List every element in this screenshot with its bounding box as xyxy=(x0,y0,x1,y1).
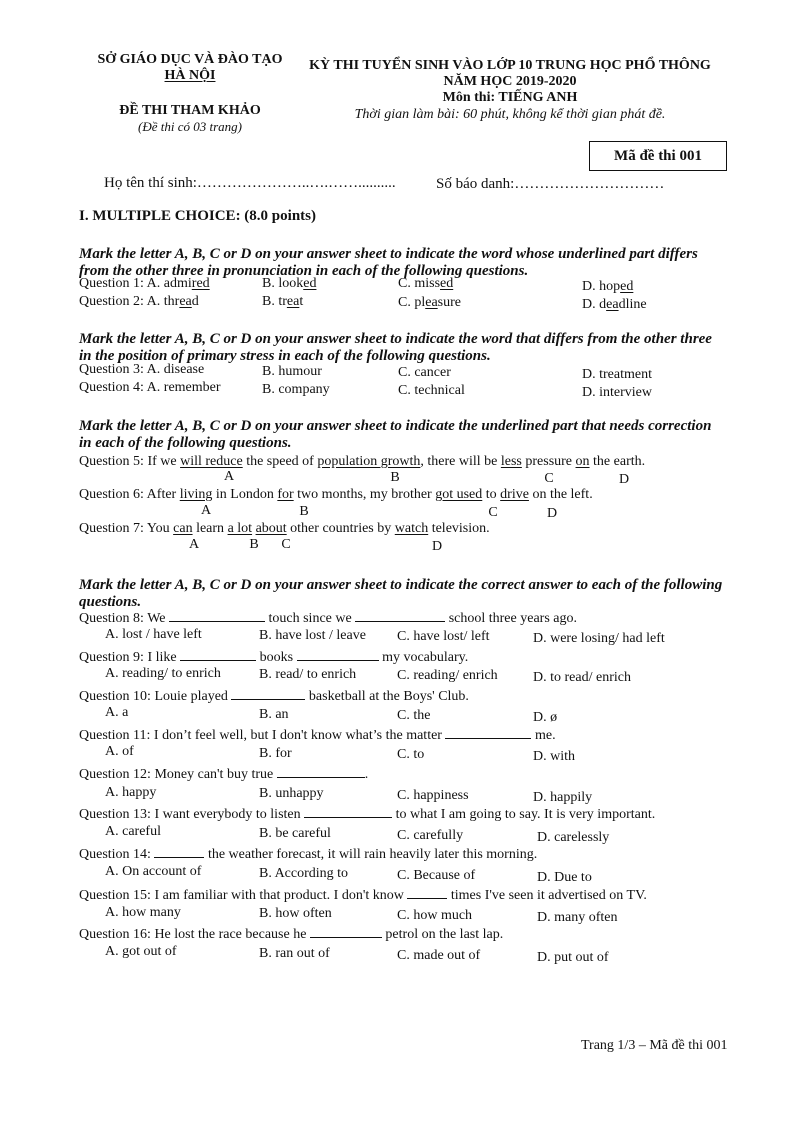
q12-option-d: D. happily xyxy=(533,790,593,805)
question-14: Question 14: the weather forecast, it will rain heavily later this morning. xyxy=(79,847,538,862)
question-4-option-b: B. company xyxy=(262,382,330,397)
instruction-stress: Mark the letter A, B, C or D on your answer sheet to indicate the word that differs from the other three in the position of primary stress in each of the following questions. xyxy=(79,331,712,364)
question-9: Question 9: I like books my vocabulary. xyxy=(79,650,469,665)
q13-option-c: C. carefully xyxy=(397,828,464,843)
q5-mark-b: B xyxy=(390,470,400,485)
q9-option-d: D. to read/ enrich xyxy=(533,670,631,685)
q15-option-d: D. many often xyxy=(537,910,618,925)
section-title: I. MULTIPLE CHOICE: (8.0 points) xyxy=(79,208,316,224)
q11-option-b: B. for xyxy=(259,746,292,761)
q9-option-a: A. reading/ to enrich xyxy=(105,666,221,681)
question-12: Question 12: Money can't buy true . xyxy=(79,767,369,782)
question-4-option-c: C. technical xyxy=(398,383,465,398)
question-2-option-b: B. treat xyxy=(262,294,304,309)
question-4: Question 4: A. remember xyxy=(79,380,221,395)
q9-option-b: B. read/ to enrich xyxy=(259,667,357,682)
question-4-option-d: D. interview xyxy=(582,385,652,400)
question-16: Question 16: He lost the race because he petrol on the last lap. xyxy=(79,927,504,942)
page-footer: Trang 1/3 – Mã đề thi 001 xyxy=(581,1038,728,1053)
q14-option-d: D. Due to xyxy=(537,870,592,885)
q10-option-b: B. an xyxy=(259,707,289,722)
exam-type: ĐỀ THI THAM KHẢO xyxy=(119,103,261,118)
question-6: Question 6: After living in London for two months, my brother got used to drive on the left. xyxy=(79,487,593,502)
q8-option-d: D. were losing/ had left xyxy=(533,631,665,646)
question-7: Question 7: You can learn a lot about other countries by watch television. xyxy=(79,521,490,536)
exam-code: Mã đề thi 001 xyxy=(614,147,702,164)
instruction-multiple-choice: Mark the letter A, B, C or D on your answer sheet to indicate the correct answer to each of the following questions. xyxy=(79,577,723,610)
q7-mark-d: D xyxy=(431,539,443,554)
time-limit: Thời gian làm bài: 60 phút, không kể thời gian phát đề. xyxy=(354,107,666,122)
q6-mark-d: D xyxy=(546,506,558,521)
question-10: Question 10: Louie played basketball at the Boys' Club. xyxy=(79,689,469,704)
question-3-option-c: C. cancer xyxy=(398,365,451,380)
q13-option-b: B. be careful xyxy=(259,826,331,841)
exam-title: KỲ THI TUYỂN SINH VÀO LỚP 10 TRUNG HỌC PHỔ THÔNG xyxy=(309,58,711,73)
q10-option-d: D. ø xyxy=(533,710,558,725)
q16-option-b: B. ran out of xyxy=(259,946,330,961)
question-1: Question 1: A. admired xyxy=(79,276,210,291)
question-15: Question 15: I am familiar with that product. I don't know times I've seen it advertised on TV. xyxy=(79,888,647,903)
q11-option-a: A. of xyxy=(105,744,134,759)
q8-option-a: A. lost / have left xyxy=(105,627,202,642)
question-11: Question 11: I don’t feel well, but I don't know what’s the matter me. xyxy=(79,728,556,743)
q13-option-a: A. careful xyxy=(105,824,161,839)
question-5: Question 5: If we will reduce the speed of population growth, there will be less pressure on the earth. xyxy=(79,454,646,469)
q16-option-a: A. got out of xyxy=(105,944,177,959)
q12-option-b: B. unhappy xyxy=(259,786,324,801)
q9-option-c: C. reading/ enrich xyxy=(397,668,498,683)
q7-mark-a: A xyxy=(188,537,200,552)
q11-option-d: D. with xyxy=(533,749,575,764)
question-2-option-c: C. pleasure xyxy=(398,295,461,310)
q6-mark-c: C xyxy=(488,505,498,520)
q5-mark-d: D xyxy=(618,472,630,487)
q12-option-a: A. happy xyxy=(105,785,157,800)
q13-option-d: D. carelessly xyxy=(537,830,610,845)
q15-option-b: B. how often xyxy=(259,906,332,921)
q8-option-c: C. have lost/ left xyxy=(397,629,490,644)
question-1-option-b: B. looked xyxy=(262,276,317,291)
page-count: (Đề thi có 03 trang) xyxy=(138,119,242,134)
question-1-option-c: C. missed xyxy=(398,276,454,291)
school-year: NĂM HỌC 2019-2020 xyxy=(443,74,577,89)
q10-option-c: C. the xyxy=(397,708,431,723)
q6-mark-a: A xyxy=(200,503,212,518)
question-3-option-b: B. humour xyxy=(262,364,322,379)
q12-option-c: C. happiness xyxy=(397,788,469,803)
q10-option-a: A. a xyxy=(105,705,129,720)
q14-option-c: C. Because of xyxy=(397,868,476,883)
question-2: Question 2: A. thread xyxy=(79,294,199,309)
q6-mark-b: B xyxy=(299,504,309,519)
instruction-error: Mark the letter A, B, C or D on your answer sheet to indicate the underlined part that needs correction in each of the following questions. xyxy=(79,418,712,451)
instruction-pronunciation: Mark the letter A, B, C or D on your answer sheet to indicate the word whose underlined part differs from the other three in pronunciation in each of the following questions. xyxy=(79,246,698,279)
q14-option-a: A. On account of xyxy=(105,864,202,879)
q16-option-d: D. put out of xyxy=(537,950,609,965)
q5-mark-a: A xyxy=(223,469,235,484)
q7-mark-b: B xyxy=(249,537,259,552)
candidate-name-field: Họ tên thí sinh:…………………..….…….......... xyxy=(104,175,396,191)
subject: Môn thi: TIẾNG ANH xyxy=(442,90,578,105)
q5-mark-c: C xyxy=(544,471,554,486)
department-name: SỞ GIÁO DỤC VÀ ĐÀO TẠO xyxy=(97,52,283,67)
q15-option-c: C. how much xyxy=(397,908,473,923)
question-13: Question 13: I want everybody to listen to what I am going to say. It is very important. xyxy=(79,807,656,822)
question-3-option-d: D. treatment xyxy=(582,367,652,382)
question-2-option-d: D. deadline xyxy=(582,297,647,312)
exam-code-box xyxy=(589,141,727,171)
q15-option-a: A. how many xyxy=(105,905,181,920)
q11-option-c: C. to xyxy=(397,747,425,762)
q8-option-b: B. have lost / leave xyxy=(259,628,366,643)
question-1-option-d: D. hoped xyxy=(582,279,634,294)
candidate-id-field: Số báo danh:………………………… xyxy=(436,176,665,192)
q7-mark-c: C xyxy=(281,537,291,552)
question-3: Question 3: A. disease xyxy=(79,362,205,377)
q16-option-c: C. made out of xyxy=(397,948,481,963)
department-city: HÀ NỘI xyxy=(164,68,216,83)
q14-option-b: B. According to xyxy=(259,866,349,881)
question-8: Question 8: We touch since we school three years ago. xyxy=(79,611,577,626)
